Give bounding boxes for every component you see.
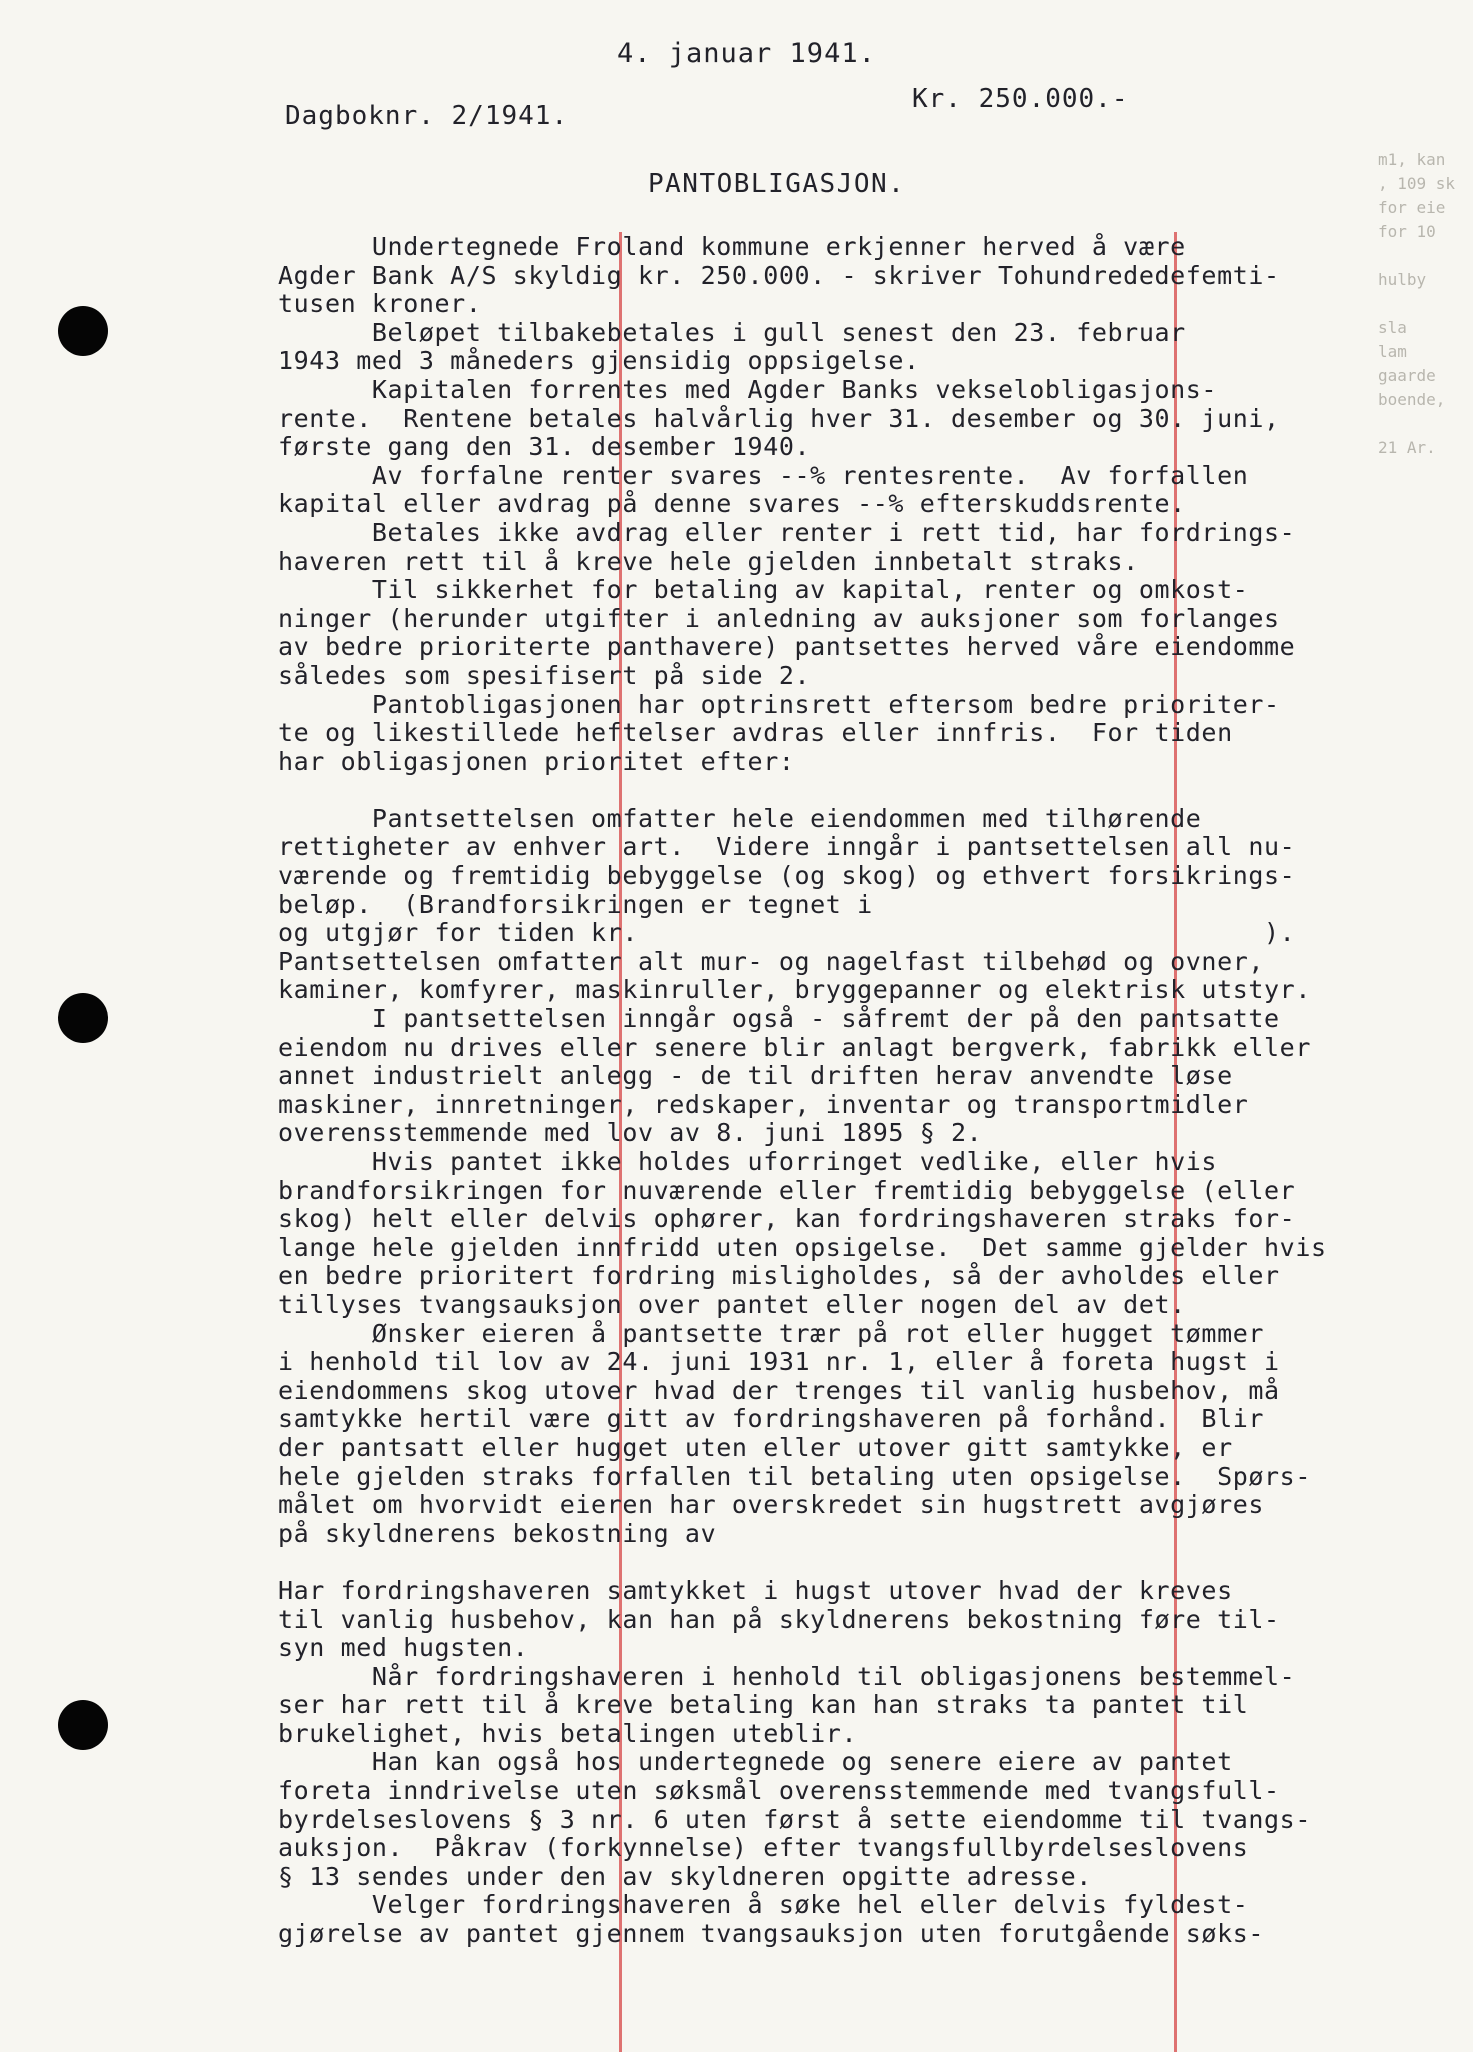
body-line: på skyldnerens bekostning av — [278, 1518, 717, 1548]
punch-hole-middle — [58, 993, 108, 1043]
body-line: foreta inndrivelse uten søksmål overensstemmende med tvangsfull- — [278, 1776, 1280, 1806]
body-line: Betales ikke avdrag eller renter i rett tid, har fordrings- — [278, 517, 1296, 547]
body-line: kaminer, komfyrer, maskinruller, bryggepanner og elektrisk utstyr. — [278, 975, 1311, 1005]
body-line: der pantsatt eller hugget uten eller utover gitt samtykke, er — [278, 1432, 1233, 1462]
body-line: haveren rett til å kreve hele gjelden innbetalt straks. — [278, 546, 1139, 576]
body-line: Velger fordringshaveren å søke hel eller delvis fyldest- — [278, 1890, 1249, 1920]
body-line: Av forfalne renter svares --% rentesrente. Av forfallen — [278, 460, 1249, 490]
dagbok-number: Dagboknr. 2/1941. — [285, 101, 569, 131]
body-line: Når fordringshaveren i henhold til obligasjonens bestemmel- — [278, 1661, 1296, 1691]
body-line: samtykke hertil være gitt av fordringshaveren på forhånd. Blir — [278, 1404, 1265, 1434]
body-line: beløp. (Brandforsikringen er tegnet i — [278, 889, 873, 919]
bleed-through-text: m1, kan , 109 sk for eie for 10 hulby sla lam gaarde boende, 21 Ar. — [1378, 150, 1456, 457]
body-line: Til sikkerhet for betaling av kapital, renter og omkost- — [278, 575, 1249, 605]
body-line: Hvis pantet ikke holdes uforringet vedlike, eller hvis — [278, 1147, 1218, 1176]
body-line: Ønsker eieren å pantsette trær på rot eller hugget tømmer — [278, 1318, 1265, 1348]
body-line: lange hele gjelden innfridd uten opsigelse. Det samme gjelder hvis — [278, 1232, 1327, 1262]
body-line — [278, 776, 1448, 805]
body-line: ninger (herunder utgifter i anledning av auksjoner som forlanges — [278, 603, 1280, 633]
body-line: tillyses tvangsauksjon over pantet eller nogen del av det. — [278, 1289, 1186, 1319]
body-line: Har fordringshaveren samtykket i hugst utover hvad der kreves — [278, 1575, 1233, 1605]
body-line: auksjon. Påkrav (forkynnelse) efter tvangsfullbyrdelseslovens — [278, 1833, 1249, 1863]
body-line: overensstemmende med lov av 8. juni 1895 § 2. — [278, 1118, 983, 1148]
body-line: i henhold til lov av 24. juni 1931 nr. 1, eller å foreta hugst i — [278, 1347, 1280, 1377]
body-line: Beløpet tilbakebetales i gull senest den 23. februar — [278, 317, 1186, 347]
body-line: rettigheter av enhver art. Videre inngår i pantsettelsen all nu- — [278, 832, 1296, 862]
body-line: syn med hugsten. — [278, 1633, 529, 1663]
body-line: målet om hvorvidt eieren har overskredet sin hugstrett avgjøres — [278, 1490, 1265, 1520]
body-line: og utgjør for tiden kr. ). — [278, 918, 1296, 948]
body-line: brukelighet, hvis betalingen uteblir. — [278, 1718, 858, 1748]
body-line: eiendommens skog utover hvad der trenges til vanlig husbehov, må — [278, 1375, 1280, 1405]
punch-hole-bottom — [58, 1700, 108, 1750]
body-line: Agder Bank A/S skyldig kr. 250.000. - skriver Tohundrededefemti- — [278, 260, 1280, 290]
body-line: til vanlig husbehov, kan han på skyldnerens bekostning føre til- — [278, 1604, 1280, 1634]
body-line: Pantobligasjonen har optrinsrett eftersom bedre prioriter- — [278, 689, 1280, 719]
body-line: Pantsettelsen omfatter hele eiendommen med tilhørende — [278, 803, 1202, 833]
body-line: maskiner, innretninger, redskaper, inventar og transportmidler — [278, 1089, 1249, 1119]
body-line: har obligasjonen prioritet efter: — [278, 746, 795, 776]
body-line: første gang den 31. desember 1940. — [278, 432, 811, 462]
body-line: hele gjelden straks forfallen til betaling uten opsigelse. Spørs- — [278, 1461, 1311, 1491]
body-line: tusen kroner. — [278, 289, 482, 319]
body-line: Pantsettelsen omfatter alt mur- og nagelfast tilbehød og ovner, — [278, 946, 1265, 976]
body-line: Undertegnede Froland kommune erkjenner herved å være — [278, 232, 1186, 261]
body-line: I pantsettelsen inngår også - såfremt der på den pantsatte — [278, 1004, 1280, 1034]
body-line: av bedre prioriterte panthavere) pantsettes herved våre eiendomme — [278, 632, 1296, 662]
body-line: byrdelseslovens § 3 nr. 6 uten først å sette eiendomme til tvangs- — [278, 1804, 1311, 1834]
body-line: eiendom nu drives eller senere blir anlagt bergverk, fabrikk eller — [278, 1032, 1311, 1062]
document-title: PANTOBLIGASJON. — [648, 169, 906, 199]
body-line: kapital eller avdrag på denne svares --% efterskuddsrente. — [278, 489, 1186, 519]
body-line: Han kan også hos undertegnede og senere eiere av pantet — [278, 1747, 1233, 1777]
punch-hole-top — [58, 306, 108, 356]
body-text — [278, 233, 1448, 1949]
document-date: 4. januar 1941. — [617, 38, 876, 69]
loan-amount: Kr. 250.000.- — [912, 84, 1129, 114]
body-line: værende og fremtidig bebyggelse (og skog) og ethvert forsikrings- — [278, 861, 1296, 891]
body-line: § 13 sendes under den av skyldneren opgitte adresse. — [278, 1861, 1092, 1891]
body-line: således som spesifisert på side 2. — [278, 660, 811, 690]
body-line: annet industrielt anlegg - de til driften herav anvendte løse — [278, 1061, 1233, 1091]
body-line: gjørelse av pantet gjennem tvangsauksjon uten forutgående søks- — [278, 1919, 1265, 1949]
body-line: 1943 med 3 måneders gjensidig oppsigelse. — [278, 346, 920, 376]
body-line: brandforsikringen for nuværende eller fremtidig bebyggelse (eller — [278, 1175, 1296, 1205]
body-line — [278, 1548, 1448, 1577]
body-line: Kapitalen forrentes med Agder Banks vekselobligasjons- — [278, 374, 1218, 404]
body-line: skog) helt eller delvis ophører, kan fordringshaveren straks for- — [278, 1204, 1296, 1234]
body-line: rente. Rentene betales halvårlig hver 31. desember og 30. juni, — [278, 403, 1280, 433]
body-line: ser har rett til å kreve betaling kan han straks ta pantet til — [278, 1690, 1249, 1720]
body-line: te og likestillede heftelser avdras eller innfris. For tiden — [278, 718, 1233, 748]
body-line: en bedre prioritert fordring misligholdes, så der avholdes eller — [278, 1261, 1280, 1291]
